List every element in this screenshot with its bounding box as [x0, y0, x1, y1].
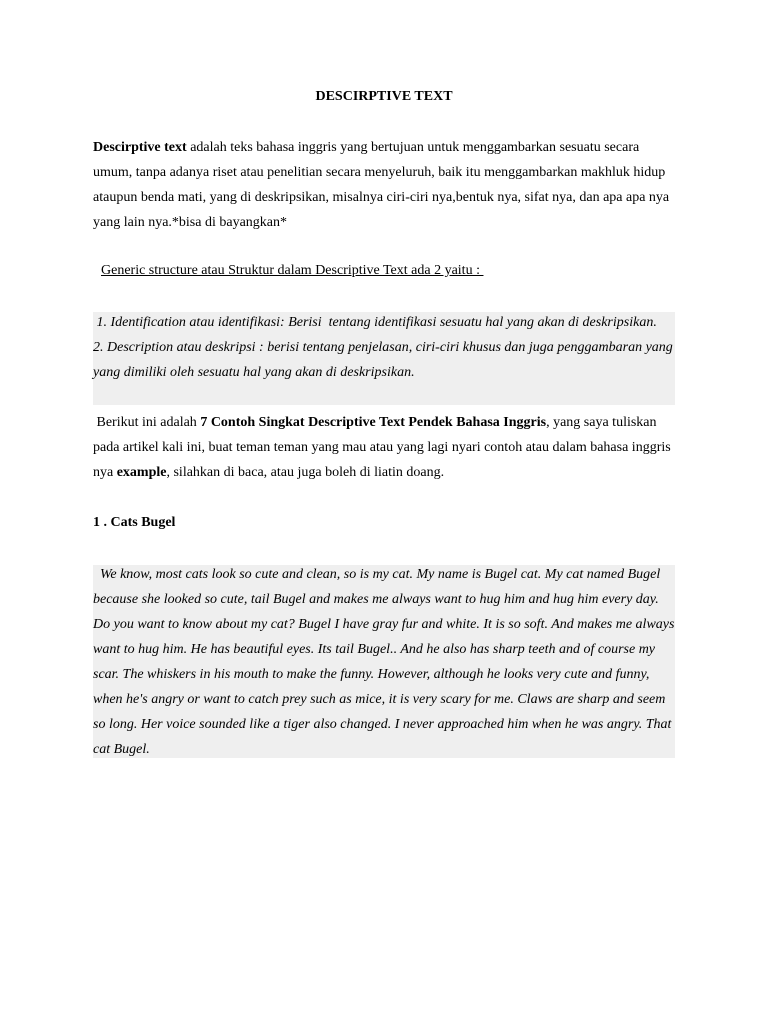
- intro-term: Descirptive text: [93, 140, 187, 155]
- berikut-text-a: Berikut ini adalah: [93, 415, 201, 430]
- cats-bugel-paragraph: We know, most cats look so cute and clean, so is my cat. My name is Bugel cat. My cat named Bugel because she looked so cute, tail Bugel and makes me always want to hug him and hug him every day. Do you want to know about my cat? Bugel I have gray fur and white. It is so soft. And makes me always want to hug him. He has beautiful eyes. Its tail Bugel.. And he also has sharp teeth and of course my scar. The whiskers in his mouth to make the funny. However, although he looks very cute and funny, when he's angry or want to catch prey such as mice, it is very scary for me. Claws are sharp and seem so long. Her voice sounded like a tiger also changed. I never approached him when he was angry. That cat Bugel.: [93, 567, 678, 757]
- section-heading-cats-bugel: 1 . Cats Bugel: [93, 515, 176, 530]
- berikut-paragraph: [93, 410, 675, 485]
- document-title: DESCIRPTIVE TEXT: [315, 89, 453, 104]
- intro-text: adalah teks bahasa inggris yang bertujuan untuk menggambarkan sesuatu secara umum, tanpa adanya riset atau penelitian secara menyeluruh, baik itu menggambarkan makhluk hidup ataupun benda mati, yang di deskripsikan, misalnya ciri-ciri nya,bentuk nya, sifat nya, dan apa apa nya yang lain nya.*bisa di bayangkan*: [93, 140, 670, 230]
- generic-structure-heading: Generic structure atau Struktur dalam Descriptive Text ada 2 yaitu :: [101, 263, 484, 278]
- berikut-text-c: , yang saya tuliskan pada artikel kali ini, buat teman teman yang mau atau yang lagi nyari contoh atau dalam bahasa inggris nya: [93, 415, 671, 480]
- intro-paragraph: [93, 135, 675, 235]
- berikut-text-e: , silahkan di baca, atau juga boleh di liatin doang.: [166, 465, 445, 480]
- berikut-bold-example: example: [116, 465, 167, 480]
- structure-item-identification: 1. Identification atau identifikasi: Berisi tentang identifikasi sesuatu hal yang akan di deskripsikan.: [93, 315, 657, 330]
- structure-item-description: 2. Description atau deskripsi : berisi tentang penjelasan, ciri-ciri khusus dan juga penggambaran yang yang dimiliki oleh sesuatu hal yang akan di deskripsikan.: [93, 340, 673, 380]
- structure-list: [93, 310, 675, 385]
- berikut-bold-title: 7 Contoh Singkat Descriptive Text Pendek Bahasa Inggris: [200, 415, 547, 430]
